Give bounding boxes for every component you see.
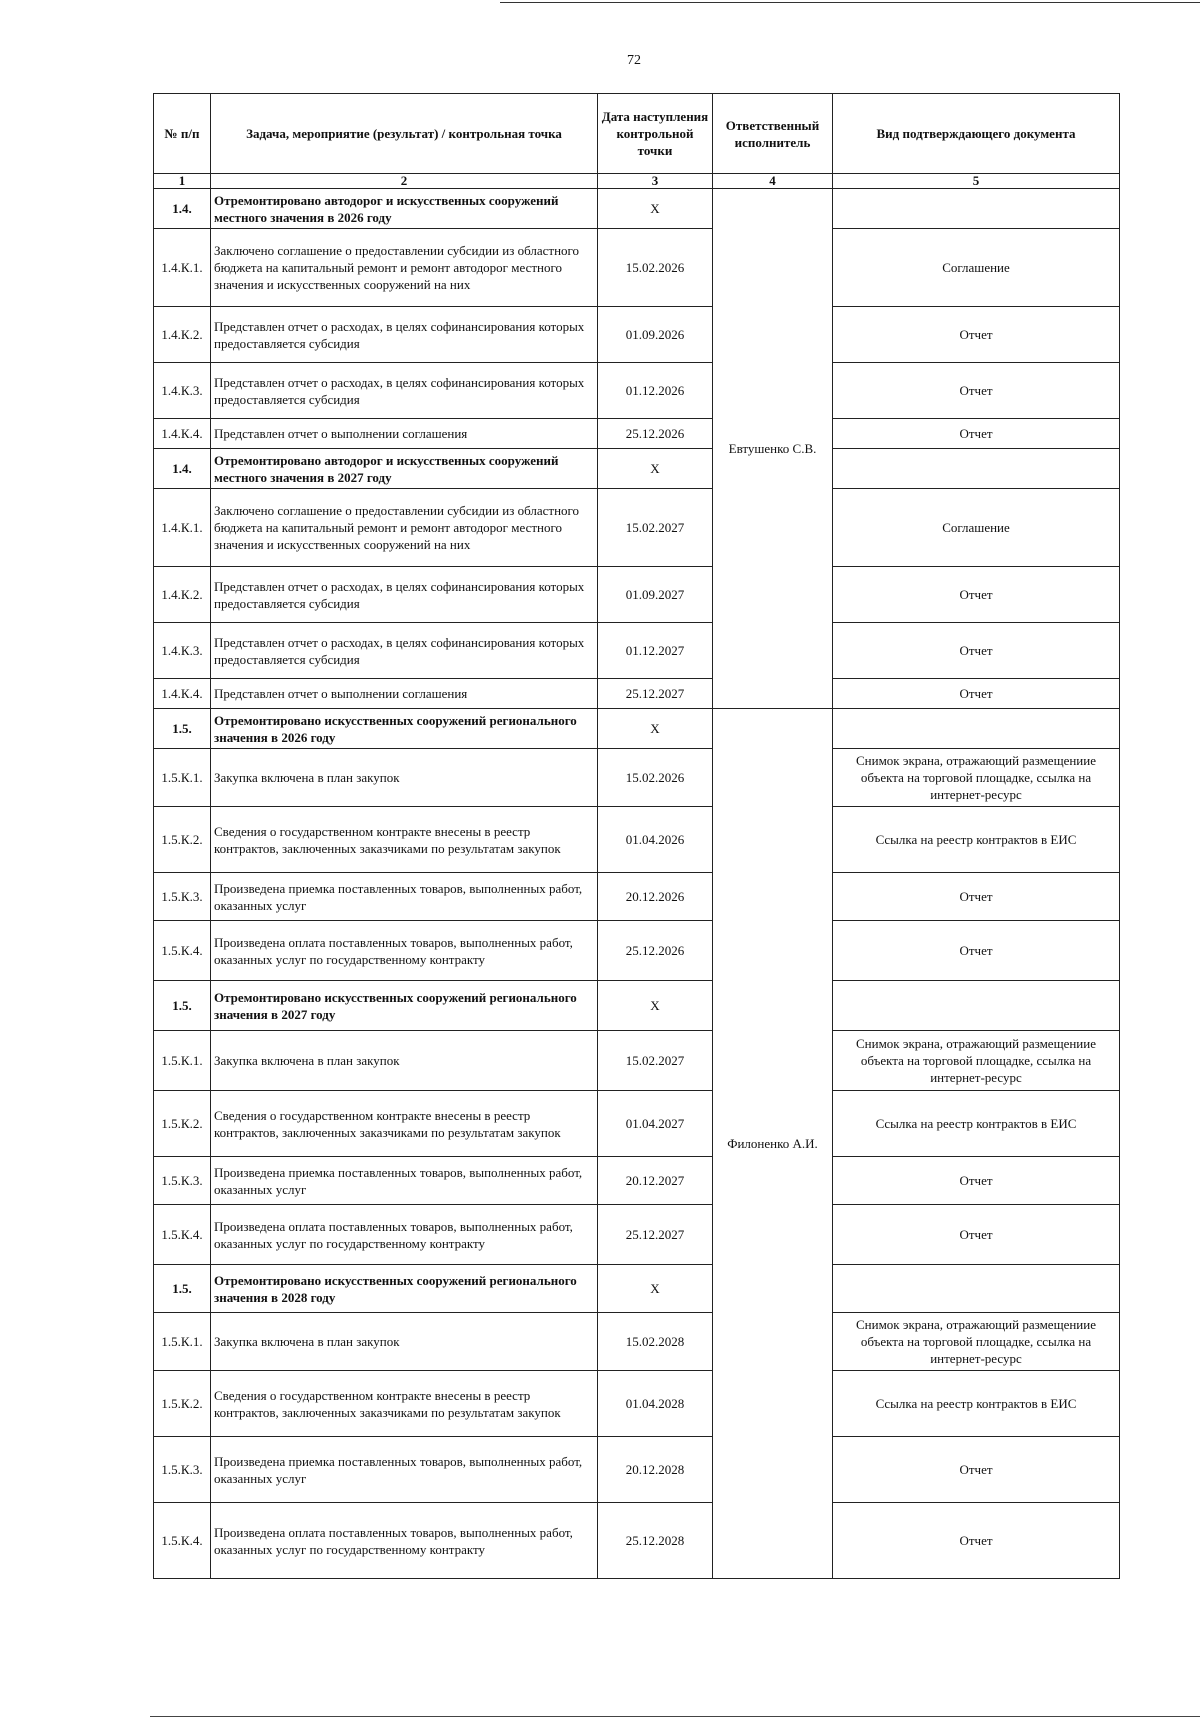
control-date: 01.12.2027	[598, 623, 713, 679]
header-row	[154, 94, 1120, 174]
table-row	[154, 1313, 1120, 1371]
table-row	[154, 709, 1120, 749]
task-description: Отремонтировано искусственных сооружений регионального значения в 2027 году	[211, 981, 598, 1031]
row-number: 1.5.К.4.	[154, 1205, 211, 1265]
task-description: Сведения о государственном контракте внесены в реестр контрактов, заключенных заказчиками по результатам закупок	[211, 807, 598, 873]
table-row	[154, 567, 1120, 623]
table-row	[154, 307, 1120, 363]
row-number: 1.4.К.4.	[154, 679, 211, 709]
table-row	[154, 419, 1120, 449]
scan-edge-line	[500, 2, 1200, 3]
task-description: Представлен отчет о выполнении соглашения	[211, 419, 598, 449]
table-row	[154, 749, 1120, 807]
document-type: Ссылка на реестр контрактов в ЕИС	[833, 1091, 1120, 1157]
document-type: Соглашение	[833, 489, 1120, 567]
control-date: 15.02.2026	[598, 229, 713, 307]
document-type	[833, 449, 1120, 489]
control-date: 15.02.2028	[598, 1313, 713, 1371]
control-points-table	[153, 93, 1120, 1579]
row-number: 1.4.	[154, 189, 211, 229]
control-date: 01.12.2026	[598, 363, 713, 419]
document-type	[833, 981, 1120, 1031]
row-number: 1.4.К.1.	[154, 489, 211, 567]
column-number-row	[154, 174, 1120, 189]
row-number: 1.5.К.1.	[154, 1031, 211, 1091]
task-description: Закупка включена в план закупок	[211, 749, 598, 807]
table-row	[154, 363, 1120, 419]
document-type: Отчет	[833, 873, 1120, 921]
scan-edge-line	[150, 1716, 1200, 1717]
document-type: Отчет	[833, 1157, 1120, 1205]
control-date: 01.04.2028	[598, 1371, 713, 1437]
document-type: Ссылка на реестр контрактов в ЕИС	[833, 1371, 1120, 1437]
task-description: Произведена оплата поставленных товаров, выполненных работ, оказанных услуг по государственному контракту	[211, 1503, 598, 1579]
column-number: 3	[598, 174, 713, 189]
table-row	[154, 1031, 1120, 1091]
row-number: 1.5.К.3.	[154, 1437, 211, 1503]
row-number: 1.5.К.3.	[154, 873, 211, 921]
control-date: 20.12.2028	[598, 1437, 713, 1503]
document-type	[833, 709, 1120, 749]
column-number: 4	[713, 174, 833, 189]
control-date: X	[598, 189, 713, 229]
row-number: 1.5.	[154, 1265, 211, 1313]
row-number: 1.4.К.3.	[154, 363, 211, 419]
document-type: Отчет	[833, 307, 1120, 363]
column-number: 5	[833, 174, 1120, 189]
task-description: Отремонтировано автодорог и искусственных сооружений местного значения в 2026 году	[211, 189, 598, 229]
row-number: 1.5.К.2.	[154, 807, 211, 873]
control-date: 01.04.2027	[598, 1091, 713, 1157]
control-date: 25.12.2026	[598, 419, 713, 449]
table-row	[154, 1157, 1120, 1205]
task-description: Произведена приемка поставленных товаров, выполненных работ, оказанных услуг	[211, 1437, 598, 1503]
table-row	[154, 189, 1120, 229]
row-number: 1.5.	[154, 709, 211, 749]
control-date: 25.12.2027	[598, 1205, 713, 1265]
control-date: 20.12.2026	[598, 873, 713, 921]
page-number: 72	[627, 53, 641, 68]
row-number: 1.4.	[154, 449, 211, 489]
control-date: X	[598, 709, 713, 749]
task-description: Отремонтировано искусственных сооружений регионального значения в 2026 году	[211, 709, 598, 749]
task-description: Представлен отчет о расходах, в целях софинансирования которых предоставляется субсидия	[211, 363, 598, 419]
control-date: X	[598, 981, 713, 1031]
task-description: Произведена приемка поставленных товаров, выполненных работ, оказанных услуг	[211, 1157, 598, 1205]
document-type: Отчет	[833, 1437, 1120, 1503]
table-row	[154, 1371, 1120, 1437]
row-number: 1.4.К.2.	[154, 567, 211, 623]
task-description: Закупка включена в план закупок	[211, 1313, 598, 1371]
document-type: Отчет	[833, 679, 1120, 709]
table-row	[154, 489, 1120, 567]
document-type: Отчет	[833, 1503, 1120, 1579]
control-date: 15.02.2027	[598, 489, 713, 567]
task-description: Представлен отчет о расходах, в целях софинансирования которых предоставляется субсидия	[211, 307, 598, 363]
header-num: № п/п	[154, 94, 211, 174]
header-task: Задача, мероприятие (результат) / контрольная точка	[211, 94, 598, 174]
document-type	[833, 1265, 1120, 1313]
task-description: Произведена оплата поставленных товаров, выполненных работ, оказанных услуг по государственному контракту	[211, 921, 598, 981]
row-number: 1.5.К.1.	[154, 1313, 211, 1371]
table-row	[154, 921, 1120, 981]
responsible-person: Евтушенко С.В.	[713, 189, 833, 709]
row-number: 1.5.	[154, 981, 211, 1031]
task-description: Представлен отчет о расходах, в целях софинансирования которых предоставляется субсидия	[211, 567, 598, 623]
row-number: 1.5.К.1.	[154, 749, 211, 807]
task-description: Заключено соглашение о предоставлении субсидии из областного бюджета на капитальный ремонт и ремонт автодорог местного значения и искусственных сооружений на них	[211, 489, 598, 567]
table-row	[154, 449, 1120, 489]
responsible-person: Филоненко А.И.	[713, 709, 833, 1579]
task-description: Представлен отчет о расходах, в целях софинансирования которых предоставляется субсидия	[211, 623, 598, 679]
document-type: Отчет	[833, 419, 1120, 449]
row-number: 1.4.К.1.	[154, 229, 211, 307]
row-number: 1.4.К.4.	[154, 419, 211, 449]
control-date: 15.02.2027	[598, 1031, 713, 1091]
document-type: Отчет	[833, 1205, 1120, 1265]
column-number: 1	[154, 174, 211, 189]
control-date: 01.09.2026	[598, 307, 713, 363]
control-date: 25.12.2028	[598, 1503, 713, 1579]
table-row	[154, 229, 1120, 307]
row-number: 1.5.К.4.	[154, 921, 211, 981]
table-row	[154, 623, 1120, 679]
control-date: 01.04.2026	[598, 807, 713, 873]
task-description: Сведения о государственном контракте внесены в реестр контрактов, заключенных заказчиками по результатам закупок	[211, 1091, 598, 1157]
task-description: Отремонтировано автодорог и искусственных сооружений местного значения в 2027 году	[211, 449, 598, 489]
task-description: Отремонтировано искусственных сооружений регионального значения в 2028 году	[211, 1265, 598, 1313]
row-number: 1.4.К.3.	[154, 623, 211, 679]
document-type: Отчет	[833, 363, 1120, 419]
table-row	[154, 1437, 1120, 1503]
row-number: 1.5.К.2.	[154, 1371, 211, 1437]
row-number: 1.4.К.2.	[154, 307, 211, 363]
row-number: 1.5.К.2.	[154, 1091, 211, 1157]
table-row	[154, 679, 1120, 709]
column-number: 2	[211, 174, 598, 189]
document-type: Отчет	[833, 567, 1120, 623]
document-type: Ссылка на реестр контрактов в ЕИС	[833, 807, 1120, 873]
control-date: 25.12.2027	[598, 679, 713, 709]
task-description: Произведена оплата поставленных товаров, выполненных работ, оказанных услуг по государственному контракту	[211, 1205, 598, 1265]
control-date: X	[598, 1265, 713, 1313]
table-row	[154, 807, 1120, 873]
document-type: Снимок экрана, отражающий размещениие объекта на торговой площадке, ссылка на интернет-ресурс	[833, 1031, 1120, 1091]
task-description: Сведения о государственном контракте внесены в реестр контрактов, заключенных заказчиками по результатам закупок	[211, 1371, 598, 1437]
header-doc: Вид подтверждающего документа	[833, 94, 1120, 174]
task-description: Закупка включена в план закупок	[211, 1031, 598, 1091]
document-type: Снимок экрана, отражающий размещениие объекта на торговой площадке, ссылка на интернет-ресурс	[833, 1313, 1120, 1371]
task-description: Представлен отчет о выполнении соглашения	[211, 679, 598, 709]
header-responsible: Ответственный исполнитель	[713, 94, 833, 174]
table-row	[154, 873, 1120, 921]
table-row	[154, 1265, 1120, 1313]
row-number: 1.5.К.4.	[154, 1503, 211, 1579]
document-type: Отчет	[833, 921, 1120, 981]
table-row	[154, 1205, 1120, 1265]
document-type	[833, 189, 1120, 229]
document-type: Снимок экрана, отражающий размещениие объекта на торговой площадке, ссылка на интернет-ресурс	[833, 749, 1120, 807]
document-type: Отчет	[833, 623, 1120, 679]
document-type: Соглашение	[833, 229, 1120, 307]
control-date: 20.12.2027	[598, 1157, 713, 1205]
row-number: 1.5.К.3.	[154, 1157, 211, 1205]
task-description: Заключено соглашение о предоставлении субсидии из областного бюджета на капитальный ремонт и ремонт автодорог местного значения и искусственных сооружений на них	[211, 229, 598, 307]
header-date: Дата наступления контрольной точки	[598, 94, 713, 174]
control-date: 25.12.2026	[598, 921, 713, 981]
control-date: 01.09.2027	[598, 567, 713, 623]
table-row	[154, 1091, 1120, 1157]
table-row	[154, 981, 1120, 1031]
table-body	[154, 189, 1120, 1579]
table-row	[154, 1503, 1120, 1579]
control-date: X	[598, 449, 713, 489]
control-date: 15.02.2026	[598, 749, 713, 807]
task-description: Произведена приемка поставленных товаров, выполненных работ, оказанных услуг	[211, 873, 598, 921]
